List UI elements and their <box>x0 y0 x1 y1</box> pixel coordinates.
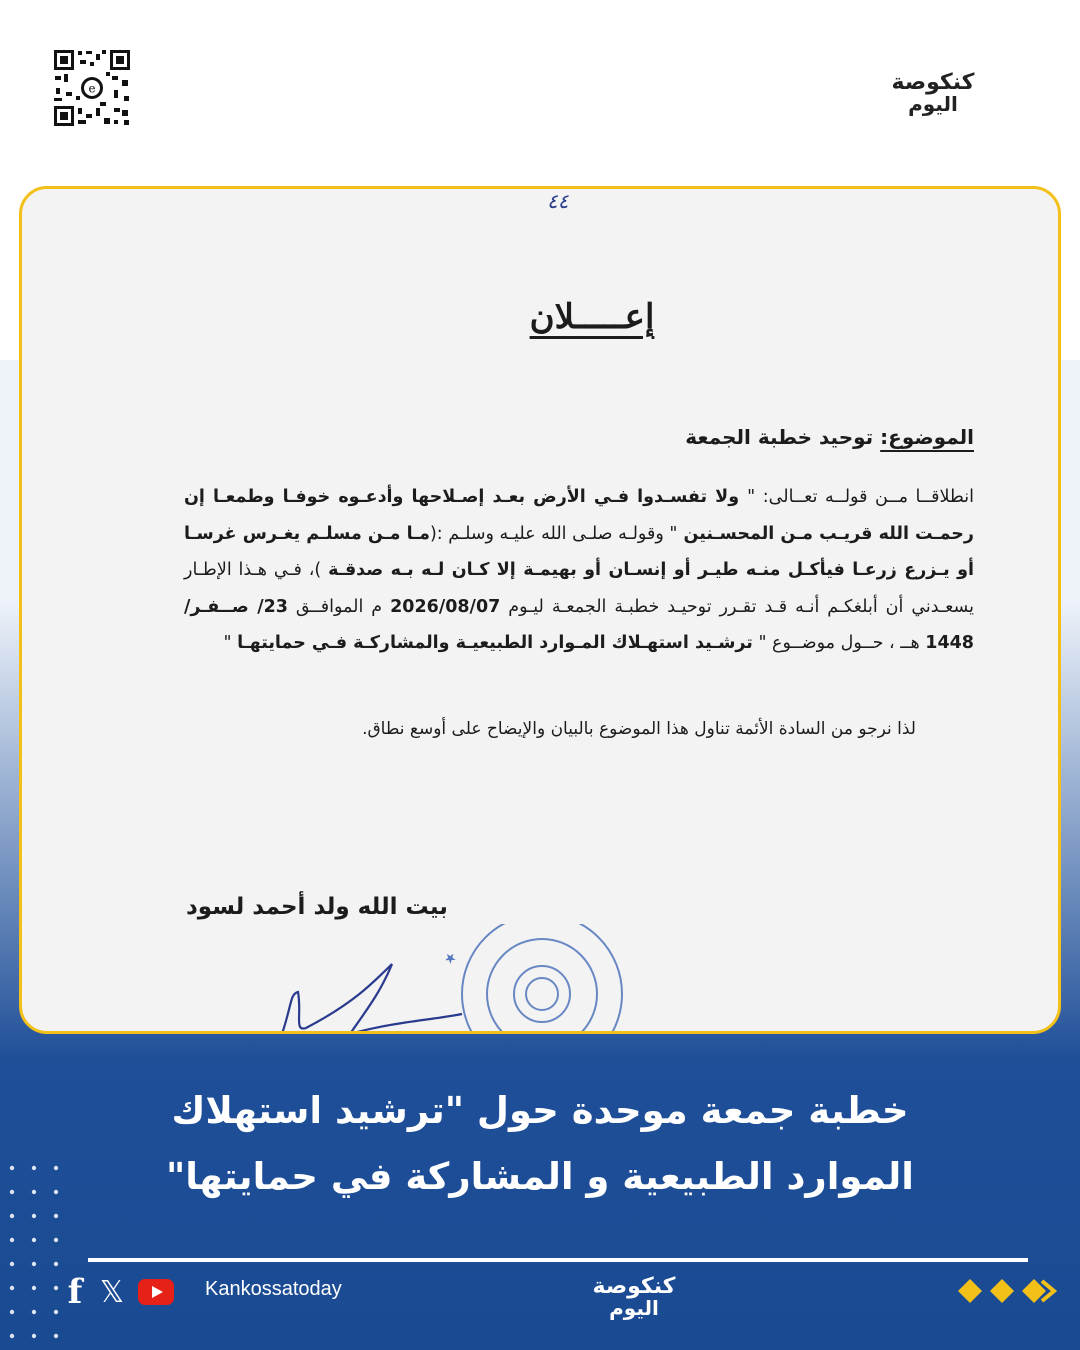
document-body-part: انطلاقــا مــن قولــه تعــالى: " <box>747 487 974 507</box>
document-body-part: ولا تفسـدوا فـي الأرض بعـد إصـلاحها وأدعـوه خوفـا وطمعـا إن رحمـت الله قريـب مـن المحسـنين <box>184 487 974 544</box>
document-card <box>19 186 1061 1034</box>
document-body-part: هــ ، حــول موضــوع " <box>752 633 926 653</box>
svg-text:e: e <box>88 81 96 96</box>
document-body-part: )، فـي هـذا الإطـار يسعـدني أن أبلغكـم أنـه قـد تقـرر توحيـد خطبـة الجمعـة ليـوم <box>184 560 975 617</box>
document-body <box>184 479 974 662</box>
document-body-part: " <box>223 633 238 653</box>
document-heading: إعـــــلان <box>529 297 655 337</box>
footer-brand-logo <box>582 1276 686 1328</box>
document-corner-mark: ٤٤ <box>547 189 569 213</box>
svg-text:★: ★ <box>440 948 461 969</box>
footer-divider <box>88 1258 1028 1262</box>
document-subject <box>685 425 974 449</box>
headline-line1: خطبة جمعة موحدة حول "ترشيد استهلاك <box>171 1089 909 1132</box>
decorative-dot-grid <box>0 1160 70 1350</box>
qr-code-image <box>52 48 132 128</box>
document-body-part: 23/ صــفـر/ 1448 <box>184 596 974 653</box>
official-stamp-and-signature <box>262 924 642 1034</box>
facebook-icon[interactable]: f <box>67 1272 83 1312</box>
footer-brand-logo-line2: اليوم <box>609 1296 659 1320</box>
document-body-part: " وقولـه صلـى الله عليـه وسلـم :( <box>429 523 678 544</box>
document-body-part: ترشـيد استهـلاك المـوارد الطبيعيـة والمشاركـة فـي حمايتهـا <box>237 633 753 653</box>
decorative-diamonds <box>958 1276 1062 1306</box>
document-signatory: بيت الله ولد أحمد لسود <box>186 894 448 920</box>
document-body-part: 2026/08/07 <box>390 596 501 617</box>
social-handle[interactable]: Kankossatoday <box>205 1278 342 1300</box>
brand-logo-line1: كنكوصة <box>891 70 975 95</box>
brand-logo <box>880 72 986 124</box>
document-closing: لذا نرجو من السادة الأئمة تناول هذا الموضوع بالبيان والإيضاح على أوسع نطاق. <box>362 719 916 739</box>
headline <box>60 1078 1020 1210</box>
youtube-icon[interactable] <box>138 1279 174 1305</box>
document-scan <box>22 189 1058 1031</box>
document-subject-label: الموضوع: <box>880 425 974 449</box>
headline-line2: الموارد الطبيعية و المشاركة في حمايتها" <box>165 1155 914 1198</box>
brand-logo-line2: اليوم <box>908 92 958 116</box>
document-body-part: م الموافــق <box>287 596 391 617</box>
social-links <box>64 1272 174 1312</box>
x-icon[interactable]: 𝕏 <box>99 1274 125 1310</box>
document-subject-value: توحيد خطبة الجمعة <box>685 425 874 449</box>
document-body-part: مـا مـن مسلـم يغـرس غرسـا أو يـزرع زرعـا فيأكـل منـه طيـر أو إنسـان أو بهيمـة إلا كـان لـه بـه صدقـة <box>184 523 974 580</box>
footer-brand-logo-line1: كنكوصة <box>592 1274 676 1299</box>
